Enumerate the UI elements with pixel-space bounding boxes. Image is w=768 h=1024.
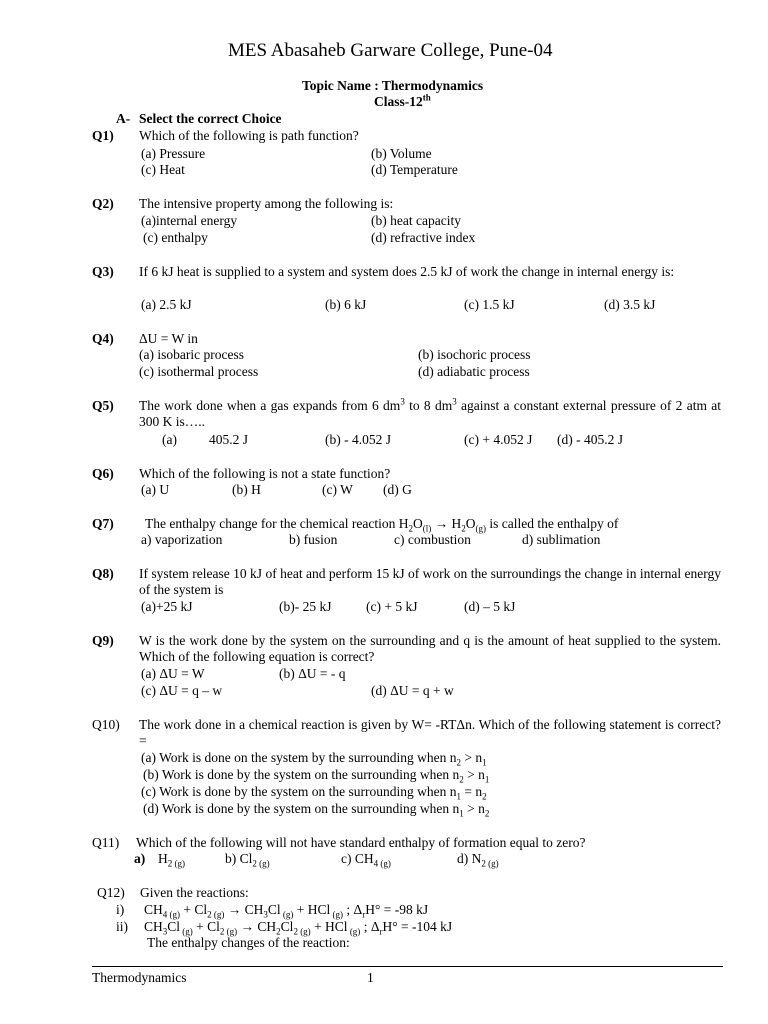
q10-option-b: (b) Work is done by the system on the surrounding when $n_2 > n_1$ bbox=[143, 767, 490, 785]
q2-option-a: (a)internal energy bbox=[141, 213, 238, 228]
college-title: MES Abasaheb Garware College, Pune-04 bbox=[228, 40, 553, 61]
q8-option-a: (a)+25 kJ bbox=[141, 599, 193, 614]
q9-option-d: (d) ΔU = q + w bbox=[371, 683, 454, 698]
q2-option-c: (c) enthalpy bbox=[143, 230, 208, 245]
q8-text: If system release 10 kJ of heat and perform 15 kJ of work on the surroundings the change in internal energy of the system is bbox=[139, 566, 721, 597]
q9-option-b: (b) ΔU = - q bbox=[279, 666, 346, 681]
q3-option-a: (a) 2.5 kJ bbox=[141, 297, 192, 312]
topic-name: Topic Name : Thermodynamics bbox=[302, 78, 484, 93]
q2-text: The intensive property among the following is: bbox=[139, 196, 394, 211]
arrow-icon: → bbox=[237, 919, 258, 934]
q12-reaction-i: $CH_{4 (g)} + Cl_{2 (g)} \to CH_3Cl$ $_{(g)}$ + HCl $_{(g)}$ ; $\Delta_rH^\circ = -98$ kJ bbox=[144, 902, 429, 920]
q8-option-b: (b)- 25 kJ bbox=[279, 599, 332, 614]
q12-text: Given the reactions: bbox=[140, 885, 249, 900]
q5-option-c: (c) + 4.052 J bbox=[464, 432, 533, 447]
q5-text: The work done when a gas expands from 6 $dm^3$ to 8 $dm^3$ against a constant external pressure of 2 atm at 300 K is….. bbox=[139, 396, 721, 429]
q11-number: Q11) bbox=[92, 835, 120, 850]
q10-number: Q10) bbox=[92, 717, 120, 732]
q4-option-c: (c) isothermal process bbox=[139, 364, 259, 379]
q6-number: Q6) bbox=[92, 466, 114, 481]
q6-option-c: (c) W bbox=[322, 482, 353, 497]
q11-option-a-label: a) bbox=[134, 851, 146, 866]
q9-option-a: (a) ΔU = W bbox=[141, 666, 205, 681]
q2-option-b: (b) heat capacity bbox=[371, 213, 461, 228]
q10-option-a: (a) Work is done on the system by the surrounding when $n_2 > n_1$ bbox=[141, 750, 487, 768]
page-number: 1 bbox=[367, 970, 374, 985]
q5-option-a: 405.2 J bbox=[209, 432, 249, 447]
class-label: Class-12th bbox=[374, 92, 431, 109]
q7-number: Q7) bbox=[92, 516, 114, 531]
q12-tail: The enthalpy changes of the reaction: bbox=[147, 935, 350, 950]
q11-option-b: b) $Cl_{2 (g)}$ bbox=[225, 851, 270, 869]
q5-option-b: (b) - 4.052 J bbox=[325, 432, 391, 447]
q11-option-c: c) $CH_{4 (g)}$ bbox=[341, 851, 391, 869]
q10-option-c: (c) Work is done by the system on the surrounding when $n_1 = n_2$ bbox=[141, 784, 487, 802]
q6-option-d: (d) G bbox=[383, 482, 412, 497]
q6-text: Which of the following is not a state function? bbox=[139, 466, 391, 481]
q9-text: W is the work done by the system on the surrounding and q is the amount of heat supplied to the system. Which of the following equation is correct? bbox=[139, 633, 721, 664]
q8-option-c: (c) + 5 kJ bbox=[366, 599, 418, 614]
q7-text: The enthalpy change for the chemical reaction $H_2O_{(l)} \to H_2O_{(g)}$ is called the enthalpy of bbox=[145, 516, 619, 534]
arrow-icon: → bbox=[224, 902, 245, 917]
section-title: Select the correct Choice bbox=[139, 111, 282, 126]
q5-option-a-label: (a) bbox=[162, 432, 177, 447]
q8-option-d: (d) – 5 kJ bbox=[464, 599, 516, 614]
q3-text: If 6 kJ heat is supplied to a system and system does 2.5 kJ of work the change in internal energy is: bbox=[139, 264, 675, 279]
q11-option-a: $H_{2 (g)}$ bbox=[158, 851, 185, 869]
q11-option-d: d) $N_{2 (g)}$ bbox=[457, 851, 499, 869]
q2-option-d: (d) refractive index bbox=[371, 230, 476, 245]
q1-text: Which of the following is path function? bbox=[139, 128, 359, 143]
q10-text: The work done in a chemical reaction is given by W= -RTΔn. Which of the following statement is correct? = bbox=[139, 717, 721, 748]
q3-option-b: (b) 6 kJ bbox=[325, 297, 367, 312]
footer-title: Thermodynamics bbox=[92, 970, 187, 985]
q4-option-a: (a) isobaric process bbox=[139, 347, 244, 362]
q7-option-a: a) vaporization bbox=[141, 532, 223, 547]
q6-option-a: (a) U bbox=[141, 482, 170, 497]
q5-option-d: (d) - 405.2 J bbox=[557, 432, 623, 447]
q1-option-c: (c) Heat bbox=[141, 162, 185, 177]
q3-option-c: (c) 1.5 kJ bbox=[464, 297, 515, 312]
q8-number: Q8) bbox=[92, 566, 114, 581]
q7-option-c: c) combustion bbox=[394, 532, 471, 547]
q7-option-d: d) sublimation bbox=[522, 532, 601, 547]
q12-reaction-ii-label: ii) bbox=[116, 919, 128, 934]
q12-reaction-ii: $CH_3Cl$ $_{(g)} + Cl_{2 (g)} \to CH_2Cl_2$ $_{(g)}$ + HCl $_{(g)}$ ; $\Delta_rH^\circ = -104$ kJ bbox=[144, 919, 453, 937]
q10-option-d: (d) Work is done by the system on the surrounding when $n_1 > n_2$ bbox=[143, 801, 490, 819]
q2-number: Q2) bbox=[92, 196, 114, 211]
q1-number: Q1) bbox=[92, 128, 114, 143]
q3-option-d: (d) 3.5 kJ bbox=[604, 297, 656, 312]
q1-option-d: (d) Temperature bbox=[371, 162, 458, 177]
q4-option-b: (b) isochoric process bbox=[418, 347, 531, 362]
arrow-icon: → bbox=[434, 516, 449, 531]
q3-number: Q3) bbox=[92, 264, 114, 279]
q5-number: Q5) bbox=[92, 398, 114, 413]
q1-option-a: (a) Pressure bbox=[141, 146, 206, 161]
q6-option-b: (b) H bbox=[232, 482, 261, 497]
q4-number: Q4) bbox=[92, 331, 114, 346]
q12-reaction-i-label: i) bbox=[116, 902, 125, 917]
q9-option-c: (c) ΔU = q – w bbox=[141, 683, 223, 698]
q1-option-b: (b) Volume bbox=[371, 146, 432, 161]
footer-divider bbox=[92, 966, 723, 967]
q4-option-d: (d) adiabatic process bbox=[418, 364, 530, 379]
q7-option-b: b) fusion bbox=[289, 532, 338, 547]
q11-text: Which of the following will not have standard enthalpy of formation equal to zero? bbox=[136, 835, 586, 850]
q4-text: ΔU = W in bbox=[139, 331, 198, 346]
q9-number: Q9) bbox=[92, 633, 114, 648]
q12-number: Q12) bbox=[97, 885, 125, 900]
section-letter: A- bbox=[116, 111, 131, 126]
